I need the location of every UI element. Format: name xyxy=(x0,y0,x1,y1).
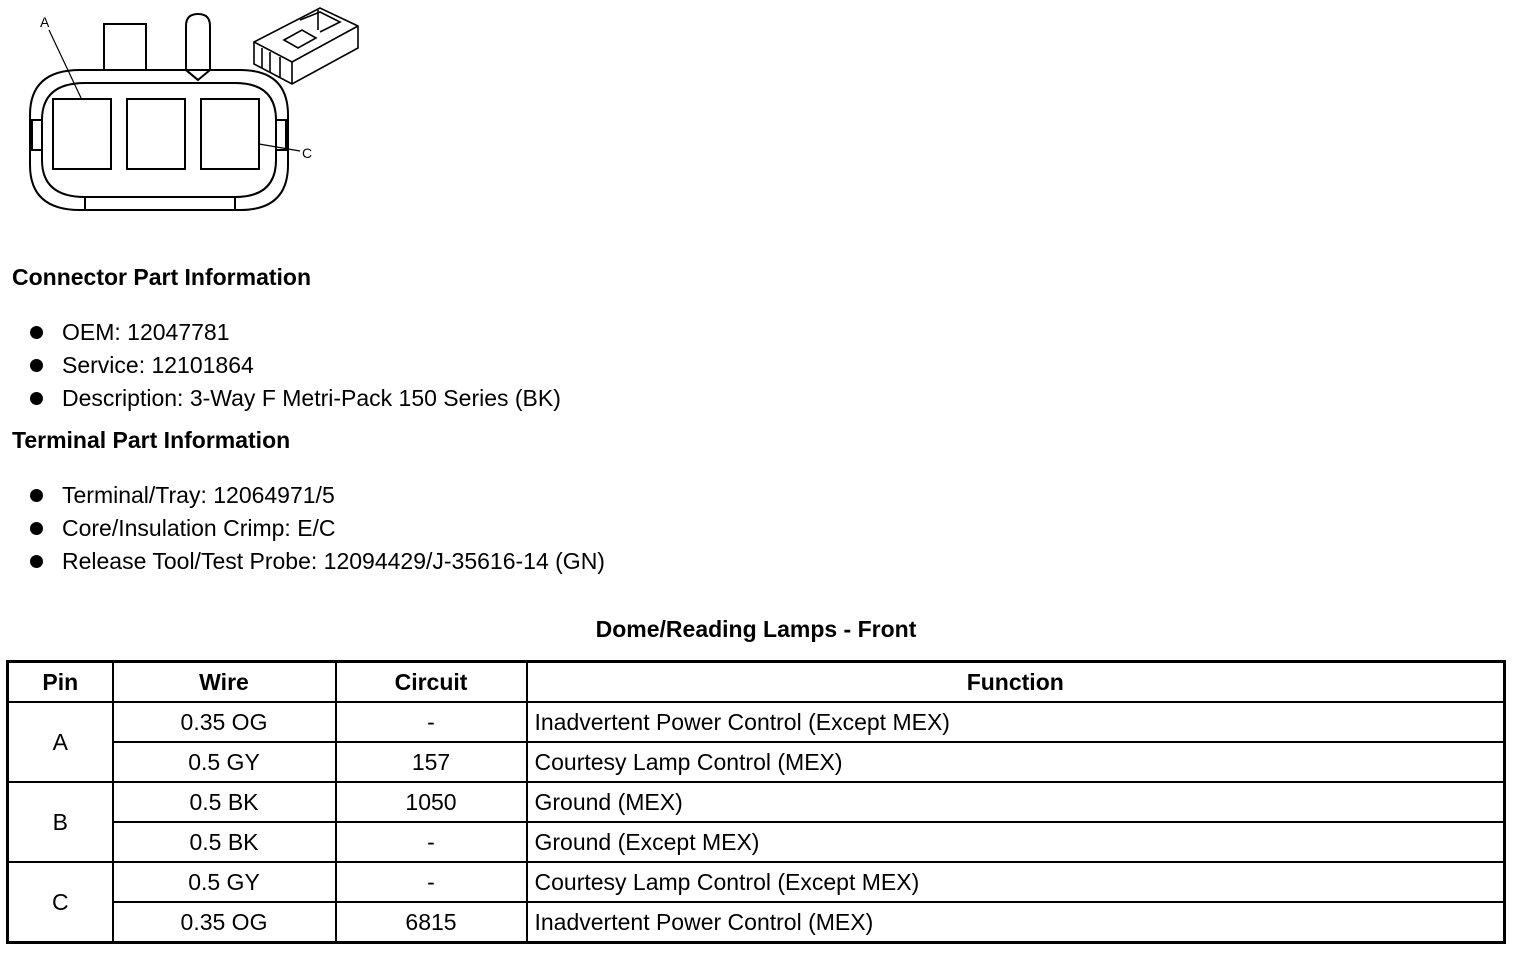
pin-out-table xyxy=(6,660,1506,944)
function-cell: Courtesy Lamp Control (MEX) xyxy=(527,742,1505,782)
circuit-cell: - xyxy=(336,822,527,862)
cavity-b xyxy=(127,99,185,169)
table-row xyxy=(8,782,1505,822)
connector-part-info-list xyxy=(24,317,561,416)
connector-right-tab xyxy=(276,120,286,150)
table-row xyxy=(8,742,1505,782)
circuit-cell: 157 xyxy=(336,742,527,782)
release-tool-text: Release Tool/Test Probe: 12094429/J-35616-14 (GN) xyxy=(62,548,605,574)
terminal-tray-text: Terminal/Tray: 12064971/5 xyxy=(62,482,335,508)
connector-left-tab xyxy=(32,120,42,150)
connector-inner-outline xyxy=(42,83,276,197)
wire-cell: 0.5 BK xyxy=(113,822,336,862)
header-function: Function xyxy=(527,662,1505,703)
callout-c-label: C xyxy=(302,145,313,161)
pin-cell: A xyxy=(8,702,113,782)
connector-latch xyxy=(104,24,146,70)
bullet-icon xyxy=(30,326,43,339)
bullet-icon xyxy=(30,392,43,405)
table-title: Dome/Reading Lamps - Front xyxy=(595,616,917,642)
pin-cell: B xyxy=(8,782,113,862)
list-item xyxy=(24,317,561,350)
table-row xyxy=(8,902,1505,943)
wire-cell: 0.5 GY xyxy=(113,862,336,902)
list-item xyxy=(24,383,561,416)
function-cell: Ground (MEX) xyxy=(527,782,1505,822)
circuit-cell: 1050 xyxy=(336,782,527,822)
circuit-cell: 6815 xyxy=(336,902,527,943)
function-cell: Courtesy Lamp Control (Except MEX) xyxy=(527,862,1505,902)
connector-isometric-icon xyxy=(254,8,358,84)
cavity-a xyxy=(53,99,111,169)
table-row xyxy=(8,702,1505,742)
table-header-row xyxy=(8,662,1505,703)
wire-cell: 0.5 GY xyxy=(113,742,336,782)
list-item xyxy=(24,546,605,579)
function-cell: Ground (Except MEX) xyxy=(527,822,1505,862)
terminal-part-info-list xyxy=(24,480,605,579)
list-item xyxy=(24,480,605,513)
header-pin: Pin xyxy=(8,662,113,703)
connector-outer-outline xyxy=(30,70,288,210)
bullet-icon xyxy=(30,489,43,502)
circuit-cell: - xyxy=(336,862,527,902)
callout-a-label: A xyxy=(40,14,50,30)
bullet-icon xyxy=(30,359,43,372)
wire-cell: 0.5 BK xyxy=(113,782,336,822)
connector-face-diagram xyxy=(0,0,380,220)
header-wire: Wire xyxy=(113,662,336,703)
service-text: Service: 12101864 xyxy=(62,352,254,378)
terminal-part-info-title: Terminal Part Information xyxy=(12,427,291,453)
pin-cell: C xyxy=(8,862,113,943)
header-circuit: Circuit xyxy=(336,662,527,703)
description-text: Description: 3-Way F Metri-Pack 150 Series (BK) xyxy=(62,385,561,411)
cavity-c xyxy=(201,99,259,169)
function-cell: Inadvertent Power Control (Except MEX) xyxy=(527,702,1505,742)
function-cell: Inadvertent Power Control (MEX) xyxy=(527,902,1505,943)
list-item xyxy=(24,513,605,546)
table-row xyxy=(8,822,1505,862)
crimp-text: Core/Insulation Crimp: E/C xyxy=(62,515,336,541)
list-item xyxy=(24,350,561,383)
connector-part-info-title: Connector Part Information xyxy=(12,264,312,290)
wire-cell: 0.35 OG xyxy=(113,702,336,742)
bullet-icon xyxy=(30,555,43,568)
wire-cell: 0.35 OG xyxy=(113,902,336,943)
circuit-cell: - xyxy=(336,702,527,742)
oem-text: OEM: 12047781 xyxy=(62,319,230,345)
bullet-icon xyxy=(30,522,43,535)
callout-a-line xyxy=(49,30,82,100)
table-row xyxy=(8,862,1505,902)
